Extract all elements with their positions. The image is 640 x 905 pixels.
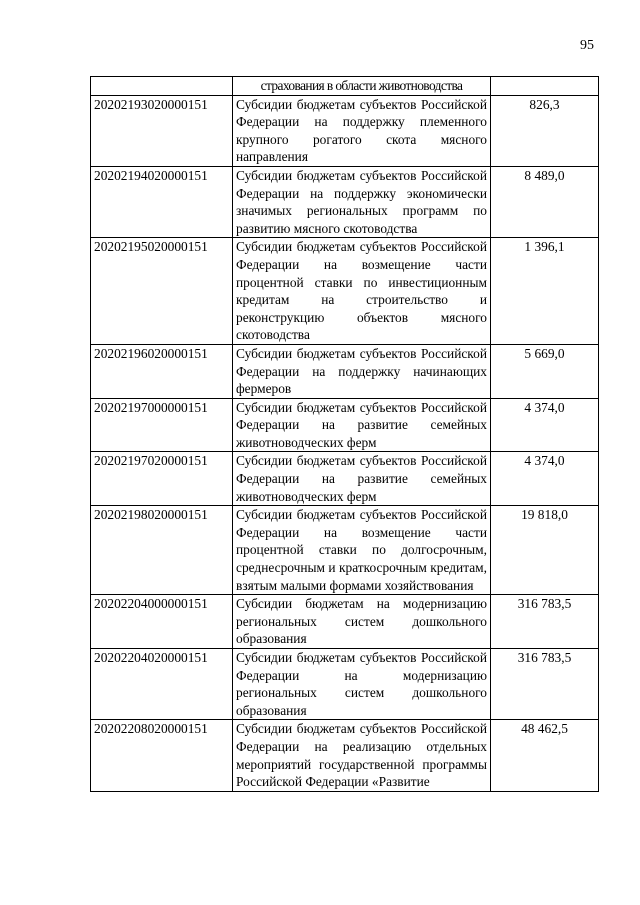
amount: 4 374,0 xyxy=(491,398,599,452)
table-row xyxy=(91,398,599,452)
amount: 826,3 xyxy=(491,95,599,166)
amount: 316 783,5 xyxy=(491,595,599,649)
table-row xyxy=(91,506,599,595)
budget-code: 20202193020000151 xyxy=(91,95,233,166)
table-row-continuation xyxy=(91,77,599,96)
budget-code: 20202196020000151 xyxy=(91,344,233,398)
budget-code: 20202204000000151 xyxy=(91,595,233,649)
table-row xyxy=(91,166,599,237)
description: Субсидии бюджетам субъектов Российской Федерации на возмещение части процентной ставки по инвестиционным кредитам на строительство и реконструкцию объектов мясного скотоводства xyxy=(233,238,491,345)
description: Субсидии бюджетам субъектов Российской Федерации на возмещение части процентной ставки по долгосрочным, среднесрочным и краткосрочным кредитам, взятым малыми формами хозяйствования xyxy=(233,506,491,595)
budget-table xyxy=(90,76,599,792)
table-row xyxy=(91,95,599,166)
description: Субсидии бюджетам субъектов Российской Федерации на поддержку экономически значимых региональных программ по развитию мясного скотоводства xyxy=(233,166,491,237)
amount: 316 783,5 xyxy=(491,649,599,720)
table-row xyxy=(91,344,599,398)
budget-code: 20202195020000151 xyxy=(91,238,233,345)
budget-code: 20202198020000151 xyxy=(91,506,233,595)
amount: 8 489,0 xyxy=(491,166,599,237)
table-row xyxy=(91,452,599,506)
budget-code: 20202194020000151 xyxy=(91,166,233,237)
description: Субсидии бюджетам субъектов Российской Федерации на развитие семейных животноводческих ферм xyxy=(233,452,491,506)
amount: 5 669,0 xyxy=(491,344,599,398)
amount: 48 462,5 xyxy=(491,720,599,791)
page-number: 95 xyxy=(580,38,594,53)
budget-code: 20202204020000151 xyxy=(91,649,233,720)
description: Субсидии бюджетам на модернизацию региональных систем дошкольного образования xyxy=(233,595,491,649)
amount-cell xyxy=(491,77,599,96)
description: Субсидии бюджетам субъектов Российской Федерации на развитие семейных животноводческих ферм xyxy=(233,398,491,452)
description: Субсидии бюджетам субъектов Российской Федерации на поддержку племенного крупного рогатого скота мясного направления xyxy=(233,95,491,166)
budget-code: 20202208020000151 xyxy=(91,720,233,791)
amount: 4 374,0 xyxy=(491,452,599,506)
continuation-text: страхования в области животноводства xyxy=(233,77,491,96)
table-row xyxy=(91,649,599,720)
budget-code: 20202197020000151 xyxy=(91,452,233,506)
table-row xyxy=(91,595,599,649)
table-row xyxy=(91,720,599,791)
amount: 1 396,1 xyxy=(491,238,599,345)
description: Субсидии бюджетам субъектов Российской Федерации на модернизацию региональных систем дошкольного образования xyxy=(233,649,491,720)
amount: 19 818,0 xyxy=(491,506,599,595)
description: Субсидии бюджетам субъектов Российской Федерации на поддержку начинающих фермеров xyxy=(233,344,491,398)
budget-code: 20202197000000151 xyxy=(91,398,233,452)
table-row xyxy=(91,238,599,345)
description: Субсидии бюджетам субъектов Российской Федерации на реализацию отдельных мероприятий государственной программы Российской Федерации «Развитие xyxy=(233,720,491,791)
code-cell xyxy=(91,77,233,96)
